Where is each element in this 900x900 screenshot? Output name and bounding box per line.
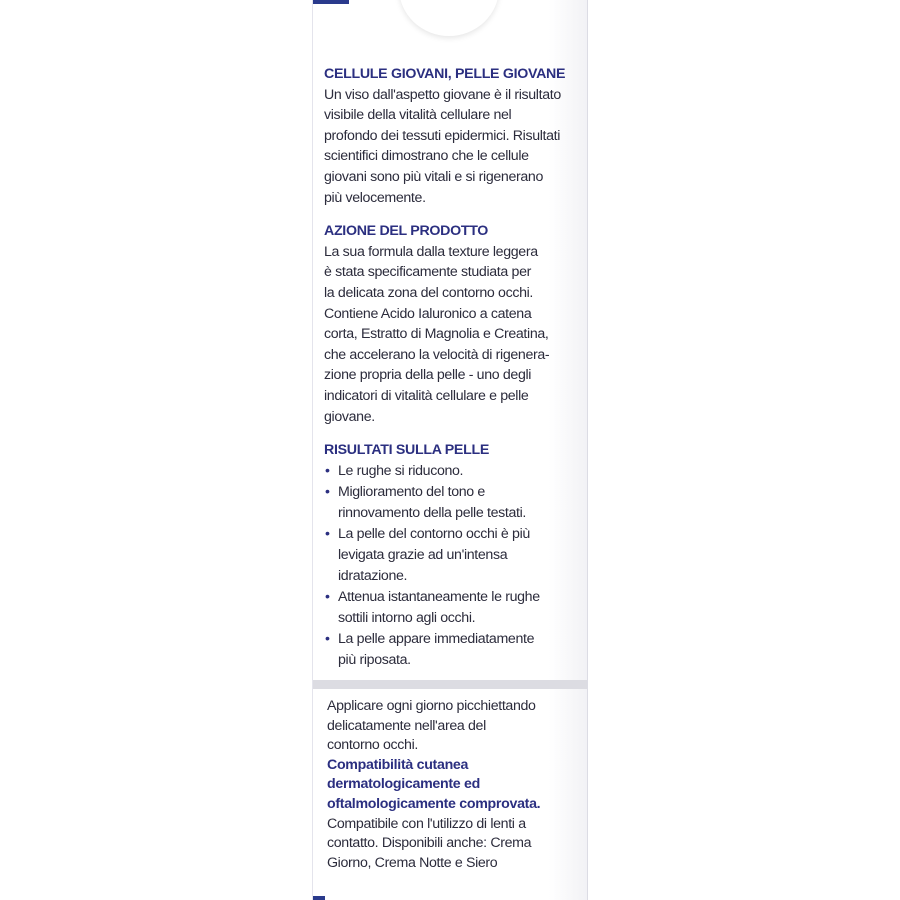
text-line: Giorno, Crema Notte e Siero	[327, 854, 498, 871]
text-line: più velocemente.	[324, 189, 426, 206]
usage-content	[327, 697, 577, 873]
text-line: giovane.	[324, 408, 375, 425]
text-line: scientifici dimostrano che le cellule	[324, 148, 529, 165]
text-line: levigata grazie ad un'intensa	[338, 547, 508, 564]
usage-instructions	[327, 697, 577, 756]
list-item	[324, 461, 582, 482]
top-color-tab	[313, 0, 349, 4]
list-item	[324, 482, 582, 523]
text-line: più riposata.	[338, 652, 411, 669]
list-item	[324, 629, 582, 670]
usage-notes	[327, 815, 577, 874]
list-item	[324, 587, 582, 628]
text-line: La pelle del contorno occhi è più	[338, 526, 530, 543]
text-line: la delicata zona del contorno occhi.	[324, 284, 534, 301]
text-line: Contiene Acido Ialuronico a catena	[324, 305, 532, 322]
text-line: visibile della vitalità cellulare nel	[324, 107, 512, 124]
list-item	[324, 524, 582, 586]
section-heading: AZIONE DEL PRODOTTO	[324, 223, 489, 240]
text-line: contorno occhi.	[327, 737, 418, 754]
text-line: che accelerano la velocità di rigenera-	[324, 346, 550, 363]
text-line: Un viso dall'aspetto giovane è il risultato	[324, 86, 561, 103]
section-young-cells	[324, 64, 582, 208]
text-line: Applicare ogni giorno picchiettando	[327, 698, 536, 714]
text-line: contatto. Disponibili anche: Crema	[327, 835, 532, 852]
product-box-side-panel	[312, 0, 588, 900]
panel-fold-divider	[313, 680, 587, 689]
text-line: corta, Estratto di Magnolia e Creatina,	[324, 326, 549, 343]
text-line: delicatamente nell'area del	[327, 717, 486, 734]
text-line: Compatibilità cutanea	[327, 756, 469, 773]
text-line: La pelle appare immediatamente	[338, 631, 535, 648]
text-line: idratazione.	[338, 567, 408, 584]
text-line: indicatori di vitalità cellulare e pelle	[324, 387, 529, 404]
text-line: sottili intorno agli occhi.	[338, 609, 476, 626]
description-content	[324, 64, 582, 684]
section-product-action	[324, 221, 582, 427]
text-line: Miglioramento del tono e	[338, 484, 485, 501]
section-heading: CELLULE GIOVANI, PELLE GIOVANE	[324, 66, 566, 82]
section-heading: RISULTATI SULLA PELLE	[324, 442, 489, 459]
text-line: rinnovamento della pelle testati.	[338, 504, 526, 521]
text-line: oftalmologicamente comprovata.	[327, 795, 541, 812]
text-line: La sua formula dalla texture leggera	[324, 243, 538, 260]
top-cap-arc	[399, 0, 499, 36]
section-text	[324, 85, 582, 209]
text-line: profondo dei tessuti epidermici. Risultati	[324, 127, 561, 144]
text-line: Attenua istantaneamente le rughe	[338, 589, 540, 606]
text-line: Le rughe si riducono.	[338, 462, 464, 479]
text-line: zione propria della pelle - uno degli	[324, 367, 532, 384]
text-line: dermatologicamente ed	[327, 776, 480, 793]
text-line: è stata specificamente studiata per	[324, 264, 531, 281]
text-line: Compatibile con l'utilizzo di lenti a	[327, 815, 526, 832]
bottom-color-tab	[313, 896, 325, 900]
results-list	[324, 461, 582, 671]
compatibility-statement	[327, 756, 577, 815]
section-text	[324, 242, 582, 427]
section-skin-results	[324, 440, 582, 671]
text-line: giovani sono più vitali e si rigenerano	[324, 168, 544, 185]
